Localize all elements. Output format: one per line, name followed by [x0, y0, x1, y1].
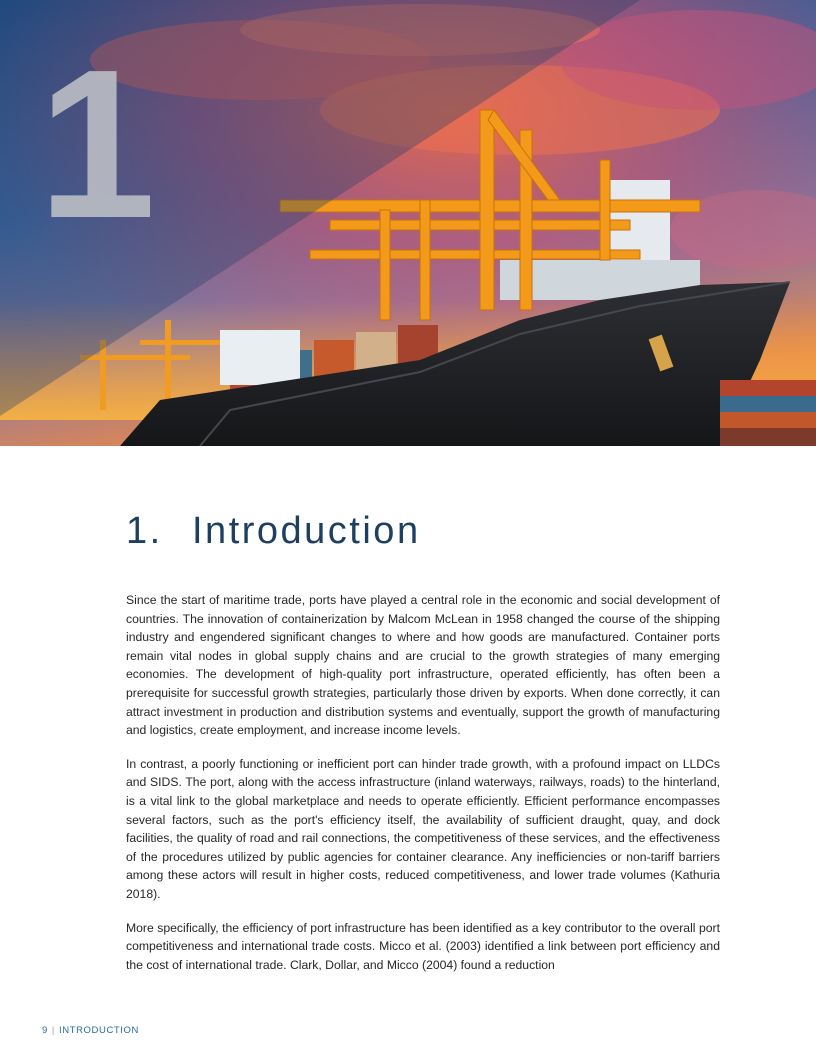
chapter-number: 1 — [38, 25, 152, 262]
footer-separator: | — [51, 1025, 55, 1036]
title-text: Introduction — [192, 510, 421, 552]
page-footer — [42, 1025, 139, 1036]
page-number: 9 — [42, 1025, 48, 1036]
hero-image — [0, 0, 816, 446]
paragraph-1: Since the start of maritime trade, ports have played a central role in the economic and social development of countries. The innovation of containerization by Malcom McLean in 1958 changed the course of the shipping industry and engendered significant changes to where and how goods are manufactured. Container ports remain vital nodes in global supply chains and are crucial to the growth strategies of many emerging economies. The development of high-quality port infrastructure, operated efficiently, has often been a prerequisite for successful growth strategies, particularly those driven by exports. When done correctly, it can attract investment in production and distribution systems and eventually, support the growth of manufacturing and logistics, create employment, and increase income levels. — [126, 593, 720, 738]
page-title — [126, 510, 421, 553]
paragraph-3: More specifically, the efficiency of port infrastructure has been identified as a key contributor to the overall port competitiveness and international trade costs. Micco et al. (2003) identified a link between port efficiency and the cost of international trade. Clark, Dollar, and Micco (2004) found a reduction — [126, 920, 720, 972]
footer-section: INTRODUCTION — [58, 1025, 139, 1036]
paragraph-2: In contrast, a poorly functioning or inefficient port can hinder trade growth, with a profound impact on LLDCs and SIDS. The port, along with the access infrastructure (inland waterways, railways, roads) to the hinterland, is a vital link to the global marketplace and needs to operate efficiently. Efficient performance encompasses several factors, such as the port's efficiency itself, the availability of sufficient draught, quay, and dock facilities, the quality of road and rail connections, the competitiveness of these services, and the effectiveness of the procedures utilized by public agencies for container clearance. Any inefficiencies or non-tariff barriers among these actors will result in higher costs, reduced competitiveness, and lower trade volumes (Kathuria 2018). — [126, 756, 720, 901]
body-text — [126, 591, 720, 989]
title-number: 1. — [126, 510, 163, 552]
